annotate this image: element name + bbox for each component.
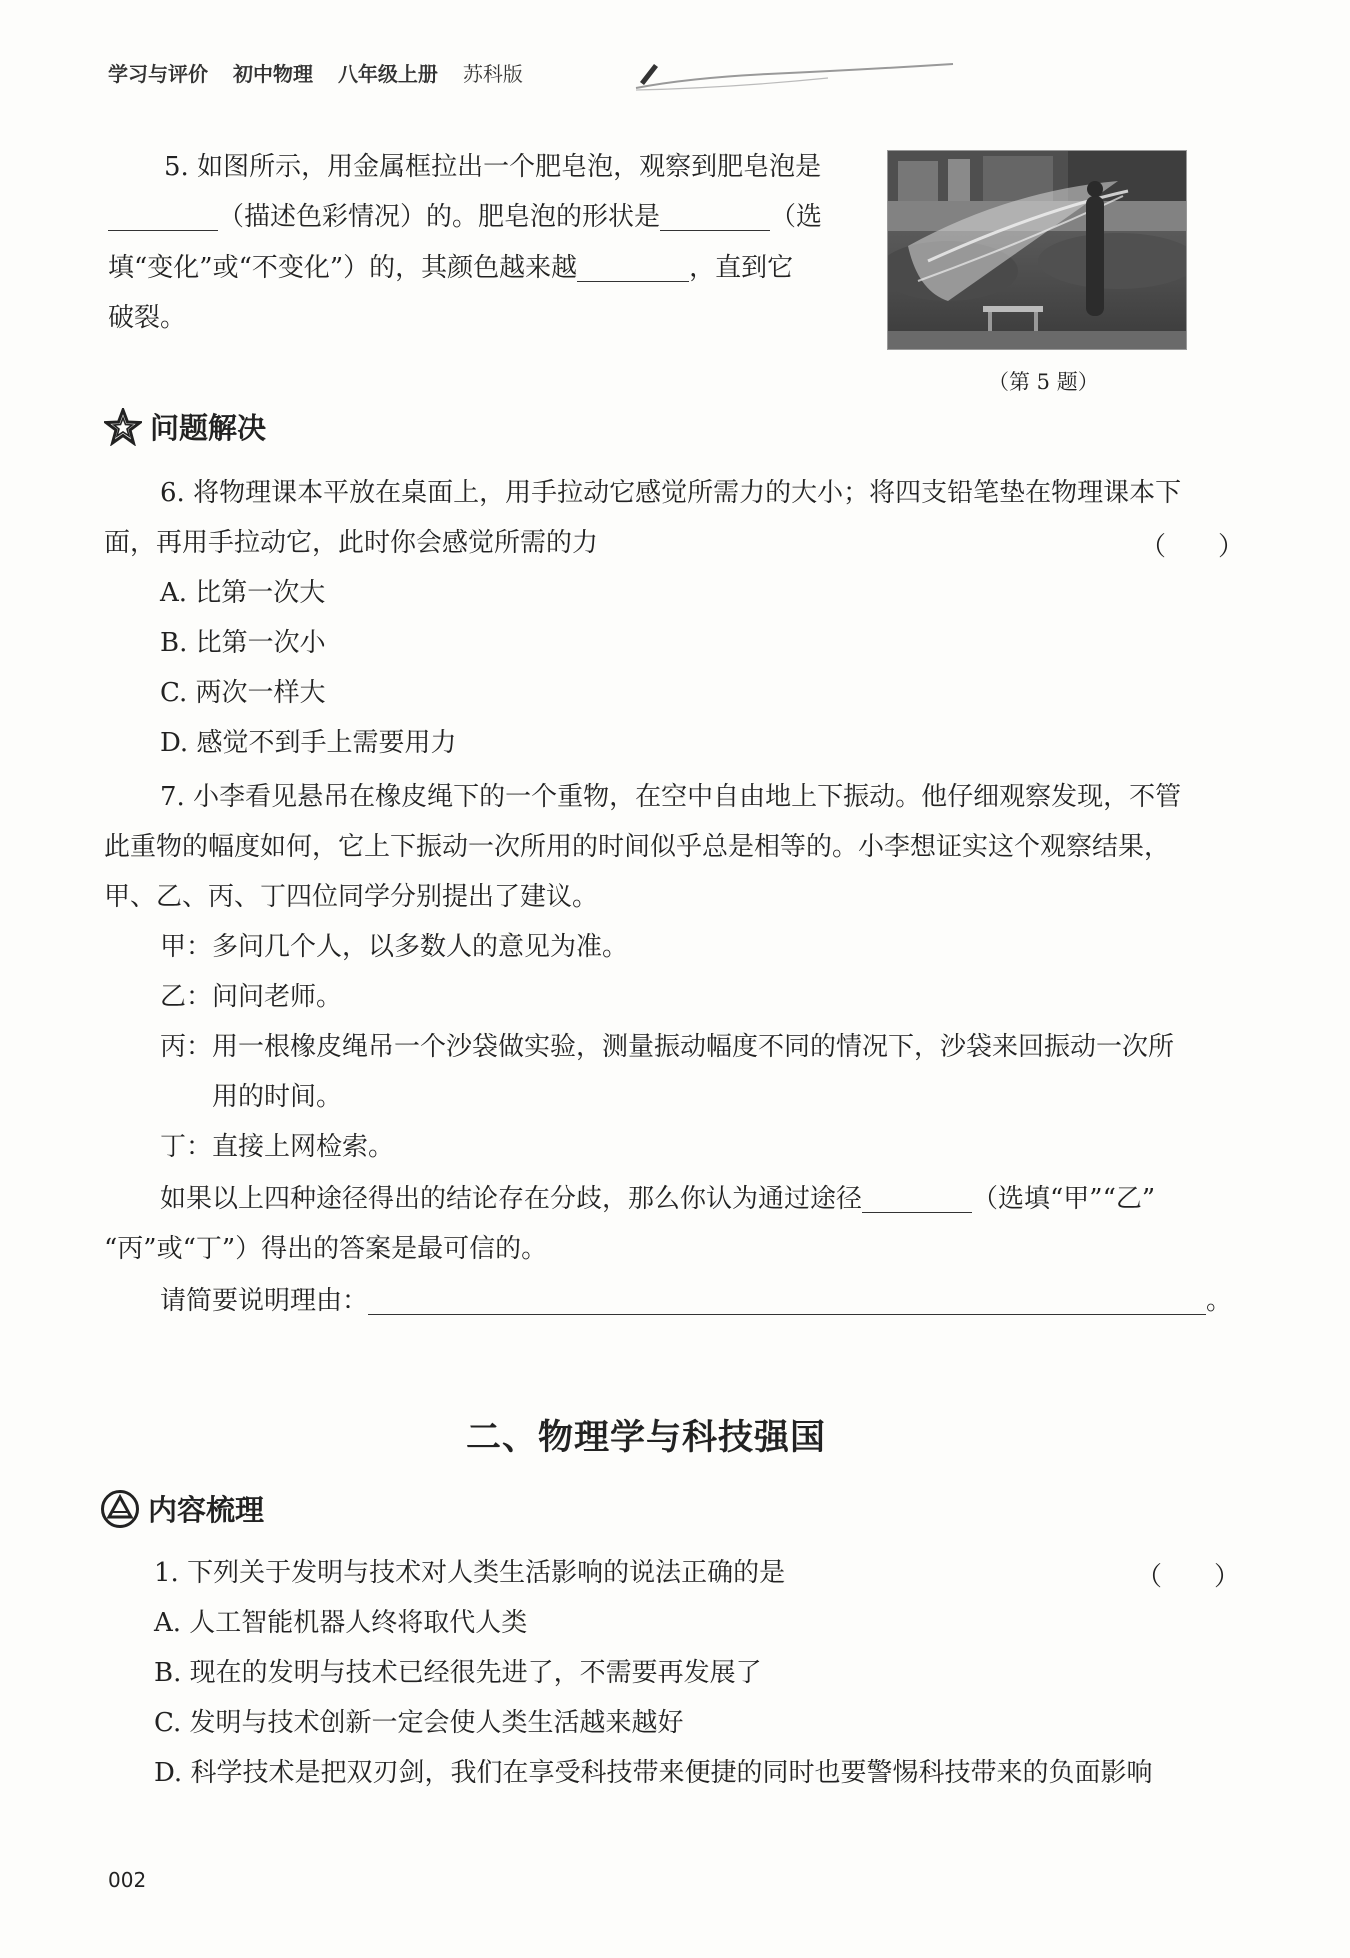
section-problem-title: 问题解决 <box>150 411 267 445</box>
q7-conclusion-line2: “丙”或“丁”）得出的答案是最可信的。 <box>104 1234 548 1264</box>
q7-line1: 7. 小李看见悬吊在橡皮绳下的一个重物，在空中自由地上下振动。他仔细观察发现，不管 <box>160 782 1182 812</box>
q7-suggestion-yi: 乙：问问老师。 <box>160 982 343 1012</box>
q5-line2 <box>108 200 822 234</box>
q1-option-c: C. 发明与技术创新一定会使人类生活越来越好 <box>154 1708 684 1738</box>
q7-blank-path[interactable] <box>862 1186 972 1213</box>
q6-line1: 6. 将物理课本平放在桌面上，用手拉动它感觉所需力的大小；将四支铅笔垫在物理课本下 <box>160 478 1182 508</box>
q7-line2: 此重物的幅度如何，它上下振动一次所用的时间似乎总是相等的。小李想证实这个观察结果， <box>104 832 1171 862</box>
q7-reason-line <box>160 1284 1232 1318</box>
q7-suggestion-ding: 丁：直接上网检索。 <box>160 1132 395 1162</box>
q6-line2: 面，再用手拉动它，此时你会感觉所需的力 <box>104 528 599 558</box>
q7-suggestion-jia: 甲：多问几个人，以多数人的意见为准。 <box>160 932 629 962</box>
header-book: 学习与评价 <box>108 62 208 86</box>
header-subject: 初中物理 <box>232 62 313 86</box>
q5-blank-shape[interactable] <box>660 204 770 231</box>
section-problem-solving <box>104 406 266 447</box>
q6-answer-bracket[interactable]: （ ） <box>1140 532 1245 562</box>
header-text <box>108 58 527 87</box>
q1-stem: 1. 下列关于发明与技术对人类生活影响的说法正确的是 <box>154 1558 786 1588</box>
q5-line2a: （描述色彩情况）的。肥皂泡的形状是 <box>218 202 661 232</box>
q6-option-d: D. 感觉不到手上需要用力 <box>160 728 457 758</box>
q1-option-b: B. 现在的发明与技术已经很先进了，不需要再发展了 <box>154 1658 762 1688</box>
q6-option-a: A. 比第一次大 <box>160 578 326 608</box>
q6-option-b: B. 比第一次小 <box>160 628 326 658</box>
page-header <box>108 52 1258 102</box>
q1-option-d: D. 科学技术是把双刃剑，我们在享受科技带来便捷的同时也要警惕科技带来的负面影响 <box>154 1758 1153 1788</box>
section-content-title: 内容梳理 <box>148 1493 265 1527</box>
q7-reason-blank[interactable] <box>368 1288 1206 1315</box>
q7-conclusion-line1 <box>160 1182 1155 1216</box>
pen-swoosh-icon <box>528 52 958 102</box>
q7-concl1b: （选填“甲”“乙” <box>972 1184 1156 1214</box>
star-icon <box>104 408 142 446</box>
q7-suggestion-bing-2: 用的时间。 <box>212 1082 343 1112</box>
q5-line3 <box>108 251 793 285</box>
q7-line3: 甲、乙、丙、丁四位同学分别提出了建议。 <box>104 882 599 912</box>
q7-suggestion-bing-1: 丙：用一根橡皮绳吊一个沙袋做实验，测量振动幅度不同的情况下，沙袋来回振动一次所 <box>160 1032 1175 1062</box>
chapter-title: 二、物理学与科技强国 <box>466 1418 827 1458</box>
soap-bubble-photo <box>887 150 1187 350</box>
q5-photo-caption: （第 5 题） <box>988 370 1099 394</box>
q1-option-a: A. 人工智能机器人终将取代人类 <box>154 1608 528 1638</box>
header-edition: 苏科版 <box>462 62 523 86</box>
q5-line3a: 填“变化”或“不变化”）的，其颜色越来越 <box>108 253 578 283</box>
triangle-circle-icon <box>100 1489 140 1529</box>
q7-reason-end: 。 <box>1206 1286 1233 1316</box>
q5-line3b: ，直到它 <box>689 253 794 283</box>
q6-option-c: C. 两次一样大 <box>160 678 326 708</box>
q5-blank-color[interactable] <box>108 204 218 231</box>
q5-line2b: （选 <box>770 202 823 232</box>
header-grade: 八年级上册 <box>337 62 438 86</box>
q1-answer-bracket[interactable]: （ ） <box>1136 1562 1241 1592</box>
q7-reason-label: 请简要说明理由： <box>160 1286 369 1316</box>
q5-line4: 破裂。 <box>108 303 187 333</box>
q7-concl1a: 如果以上四种途径得出的结论存在分歧，那么你认为通过途径 <box>160 1184 863 1214</box>
section-content-review <box>100 1488 264 1529</box>
q5-blank-trend[interactable] <box>577 255 689 282</box>
page-number: 002 <box>108 1868 147 1892</box>
q5-line1: 5. 如图所示，用金属框拉出一个肥皂泡，观察到肥皂泡是 <box>164 152 822 182</box>
soap-bubble-image <box>888 151 1186 349</box>
